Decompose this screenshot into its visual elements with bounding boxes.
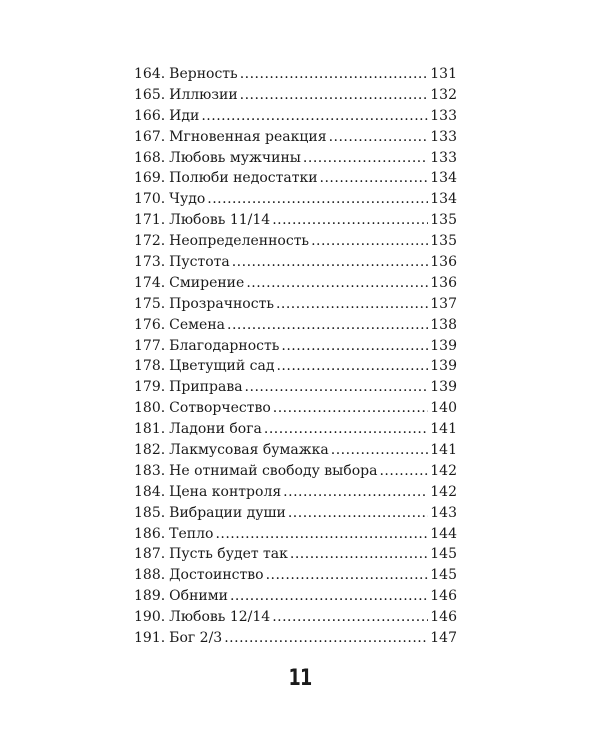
toc-entry [134,273,457,294]
toc-entry-number: 178. [134,358,166,375]
toc-entry-page: 132 [430,86,457,103]
toc-dot-leader [331,440,429,461]
toc-entry-page: 136 [430,254,457,271]
toc-dot-leader [227,315,428,336]
toc-entry-number: 168. [134,149,166,166]
toc-entry-title: Цена контроля [169,483,282,500]
toc-entry [134,336,457,357]
toc-entry-page: 145 [430,567,457,584]
toc-entry-page: 141 [430,421,457,438]
toc-entry-number: 190. [134,609,166,626]
toc-dot-leader [273,398,428,419]
page-number: 11 [288,666,312,691]
toc-entry-title: Пусть будет так [169,546,288,563]
table-of-contents [134,64,457,649]
toc-entry-number: 183. [134,462,166,479]
toc-entry-number: 166. [134,107,166,124]
toc-entry-page: 146 [430,609,457,626]
toc-entry-title: Иди [169,107,200,124]
toc-entry [134,419,457,440]
toc-entry [134,189,457,210]
toc-entry [134,64,457,85]
toc-entry-number: 172. [134,233,166,250]
toc-entry [134,127,457,148]
toc-entry-title: Любовь мужчины [169,149,301,166]
toc-entry [134,377,457,398]
toc-entry-number: 182. [134,442,166,459]
toc-entry [134,294,457,315]
toc-dot-leader [379,461,428,482]
toc-entry-page: 141 [430,442,457,459]
toc-dot-leader [272,210,428,231]
toc-entry-page: 131 [430,66,457,82]
toc-entry-title: Мгновенная реакция [169,128,327,145]
toc-entry-title: Ладони бога [169,421,262,438]
toc-entry-page: 144 [430,525,457,542]
toc-entry-number: 174. [134,274,166,291]
toc-entry-page: 140 [430,400,457,417]
toc-entry-page: 143 [430,504,457,521]
toc-entry-page: 133 [430,149,457,166]
toc-entry [134,440,457,461]
toc-entry-number: 180. [134,400,166,417]
toc-entry-title: Приправа [169,379,243,396]
toc-entry [134,252,457,273]
toc-entry-title: Любовь 12/14 [169,609,271,626]
toc-entry-number: 179. [134,379,166,396]
toc-entry-number: 171. [134,212,166,229]
toc-entry-title: Семена [169,316,226,333]
toc-entry-number: 175. [134,295,166,312]
toc-entry-number: 177. [134,337,166,354]
toc-entry-title: Смирение [169,274,245,291]
toc-dot-leader [207,189,428,210]
toc-entry-number: 191. [134,630,166,647]
toc-entry [134,106,457,127]
toc-entry-page: 147 [430,630,457,647]
toc-dot-leader [329,127,429,148]
toc-entry-title: Пустота [169,254,230,271]
toc-entry-page: 135 [430,212,457,229]
toc-entry-title: Тепло [169,525,214,542]
toc-entry-number: 164. [134,66,166,82]
toc-entry [134,607,457,628]
toc-dot-leader [240,85,429,106]
toc-entry [134,398,457,419]
toc-dot-leader [246,273,428,294]
toc-entry-title: Любовь 11/14 [169,212,271,229]
toc-entry [134,482,457,503]
toc-entry [134,168,457,189]
toc-entry [134,210,457,231]
toc-entry-page: 139 [430,337,457,354]
toc-entry-number: 181. [134,421,166,438]
toc-entry [134,461,457,482]
toc-entry-number: 165. [134,86,166,103]
toc-entry-title: Прозрачность [169,295,274,312]
toc-entry-page: 138 [430,316,457,333]
toc-entry-title: Бог 2/3 [169,630,223,647]
toc-dot-leader [240,64,429,85]
toc-entry-title: Обними [169,588,228,605]
toc-entry-title: Верность [169,66,238,82]
toc-entry [134,586,457,607]
toc-entry-page: 133 [430,128,457,145]
toc-entry-title: Лакмусовая бумажка [169,442,329,459]
toc-entry-page: 135 [430,233,457,250]
toc-entry-page: 134 [430,191,457,208]
toc-entry [134,315,457,336]
toc-entry-number: 184. [134,483,166,500]
toc-entry-page: 142 [430,483,457,500]
toc-entry [134,628,457,649]
toc-dot-leader [276,294,428,315]
toc-dot-leader [283,482,428,503]
toc-entry-page: 137 [430,295,457,312]
toc-entry-title: Неопределенность [169,233,310,250]
toc-dot-leader [201,106,428,127]
toc-entry-number: 173. [134,254,166,271]
toc-entry-number: 169. [134,170,166,187]
toc-dot-leader [264,419,428,440]
toc-dot-leader [232,252,429,273]
toc-entry-page: 145 [430,546,457,563]
toc-entry-page: 139 [430,379,457,396]
toc-entry [134,544,457,565]
toc-entry [134,85,457,106]
toc-dot-leader [224,628,428,649]
toc-entry-number: 188. [134,567,166,584]
toc-dot-leader [266,565,429,586]
toc-dot-leader [281,336,428,357]
toc-entry-title: Цветущий сад [169,358,275,375]
toc-entry-number: 185. [134,504,166,521]
toc-entry-page: 139 [430,358,457,375]
toc-entry-title: Чудо [169,191,206,208]
toc-entry-number: 187. [134,546,166,563]
toc-entry-number: 167. [134,128,166,145]
toc-dot-leader [290,544,428,565]
toc-entry-page: 133 [430,107,457,124]
toc-entry-page: 142 [430,462,457,479]
toc-dot-leader [215,524,428,545]
toc-entry-page: 134 [430,170,457,187]
toc-entry-title: Достоинство [169,567,264,584]
toc-entry [134,565,457,586]
toc-entry-number: 176. [134,316,166,333]
toc-entry-title: Иллюзии [169,86,238,103]
toc-entry-title: Вибрации души [169,504,286,521]
toc-dot-leader [272,607,428,628]
toc-dot-leader [245,377,429,398]
toc-entry-title: Полюби недостатки [169,170,318,187]
toc-dot-leader [288,503,428,524]
toc-entry [134,356,457,377]
toc-entry-title: Сотворчество [169,400,271,417]
toc-entry-title: Благодарность [169,337,280,354]
toc-entry-page: 146 [430,588,457,605]
toc-entry-page: 136 [430,274,457,291]
toc-dot-leader [320,168,429,189]
toc-entry-number: 186. [134,525,166,542]
toc-dot-leader [303,148,428,169]
toc-entry [134,148,457,169]
toc-dot-leader [276,356,428,377]
toc-entry [134,231,457,252]
toc-entry [134,503,457,524]
toc-entry-title: Не отнимай свободу выбора [169,462,378,479]
toc-entry-number: 189. [134,588,166,605]
toc-dot-leader [311,231,428,252]
toc-entry [134,524,457,545]
toc-entry-number: 170. [134,191,166,208]
toc-dot-leader [230,586,428,607]
